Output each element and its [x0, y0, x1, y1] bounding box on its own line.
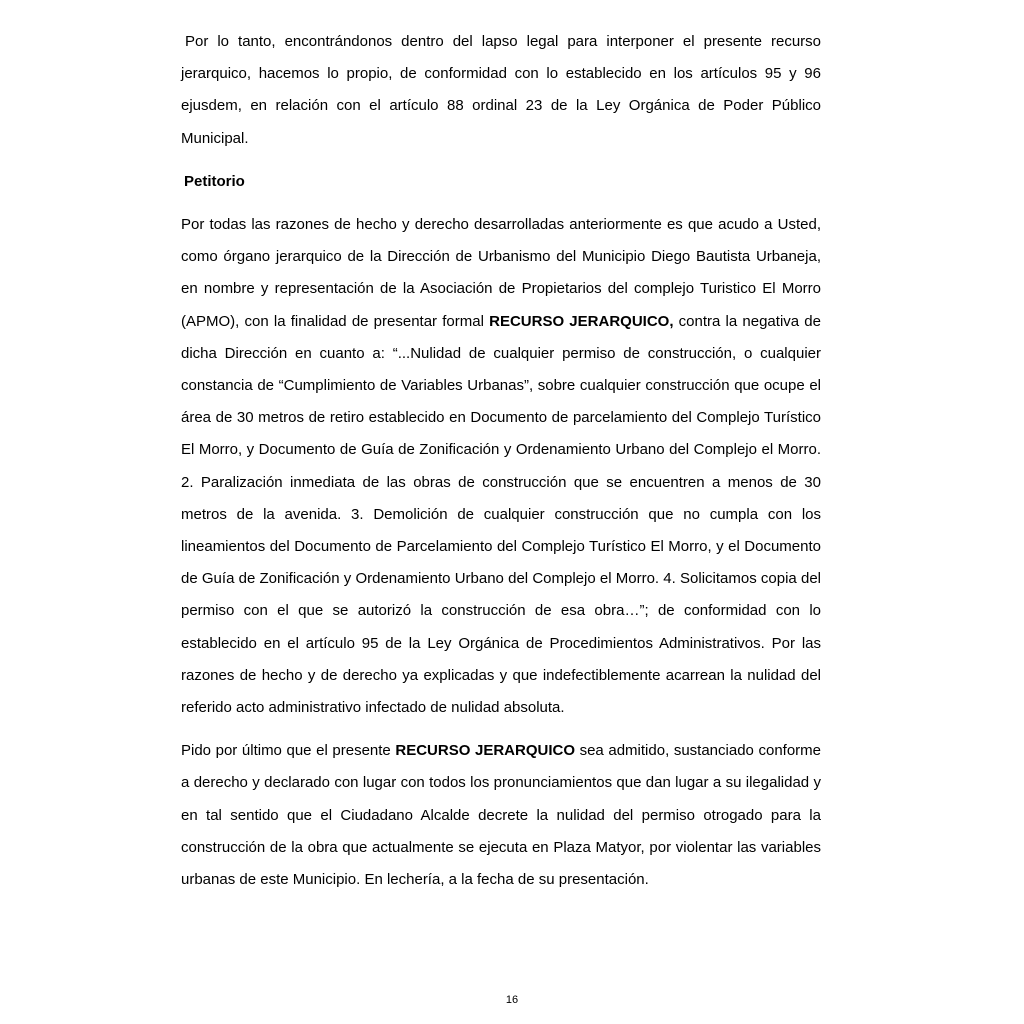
recurso-jerarquico-bold-1: RECURSO JERARQUICO, — [489, 312, 674, 330]
paragraph-pido-text-2: sea admitido, sustanciado conforme a derecho y declarado con lugar con todos los pronunciamientos que dan lugar a su ilegalidad y en tal sentido que el Ciudadano Alcalde decrete la nulidad del permiso otrogado para la construcción de la obra que actualmente se ejecuta en Plaza Matyor, por violentar las variables urbanas de este Municipio. En lechería, a la fecha de su presentación. — [181, 742, 822, 889]
document-body — [181, 26, 821, 896]
recurso-jerarquico-bold-2: RECURSO JERARQUICO — [395, 742, 575, 760]
paragraph-petitorio-text-1: Por todas las razones de hecho y derecho desarrolladas anteriormente es que acudo a Usted, como órgano jerarquico de la Dirección de Urbanismo del Municipio Diego Bautista Urbaneja, en nombre y representación de la Asociación de Propietarios del complejo Turistico El Morro (APMO), con la finalidad de presentar formal — [181, 216, 821, 330]
page-number: 16 — [505, 994, 519, 1006]
paragraph-pido-text-1: Pido por último que el presente — [181, 742, 396, 760]
section-heading-petitorio: Petitorio — [184, 172, 245, 190]
paragraph-petitorio — [181, 209, 821, 724]
paragraph-recurso-intro: Por lo tanto, encontrándonos dentro del lapso legal para interponer el presente recurso jerarquico, hacemos lo propio, de conformidad con lo establecido en los artículos 95 y 96 ejusdem, en relación con el artículo 88 ordinal 23 de la Ley Orgánica de Poder Público Municipal. — [181, 33, 821, 147]
paragraph-petitorio-text-2: contra la negativa de dicha Dirección en cuanto a: “...Nulidad de cualquier permiso de construcción, o cualquier constancia de “Cumplimiento de Variables Urbanas”, sobre cualquier construcción que ocupe el área de 30 metros de retiro establecido en Documento de parcelamiento del Complejo Turístico El Morro, y Documento de Guía de Zonificación y Ordenamiento Urbano del Complejo el Morro. 2. Paralización inmediata de las obras de construcción que se encuentren a menos de 30 metros de la avenida. 3. Demolición de cualquier construcción que no cumpla con los lineamientos del Documento de Parcelamiento del Complejo Turístico El Morro, y el Documento de Guía de Zonificación y Ordenamiento Urbano del Complejo el Morro. 4. Solicitamos copia del permiso con el que se autorizó la construcción de esa obra…”; de conformidad con lo establecido en el artículo 95 de la Ley Orgánica de Procedimientos Administrativos. Por las razones de hecho y de derecho ya explicadas y que indefectiblemente acarrean la nulidad del referido acto administrativo infectado de nulidad absoluta. — [181, 312, 821, 717]
paragraph-pido — [181, 735, 821, 896]
